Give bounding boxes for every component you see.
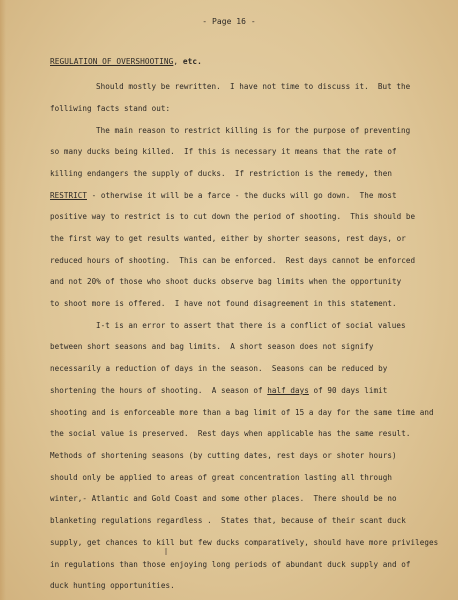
heading-separator: , <box>173 57 183 66</box>
heading-title: REGULATION OF OVERSHOOTING <box>50 57 174 66</box>
text-line: The main reason to restrict killing is for the purpose of preventing <box>96 126 411 135</box>
text-line: reduced hours of shooting. This can be enforced. Rest days cannot be enforced <box>50 256 416 265</box>
line-text-after: - otherwise it will be a farce - the ducks will go down. The most <box>86 191 397 200</box>
text-line <box>50 386 387 396</box>
text-line <box>50 191 397 201</box>
text-line: the social value is preserved. Rest days when applicable has the same result. <box>50 429 411 438</box>
line-text-before: shortening the hours of shooting. A season of <box>50 386 268 395</box>
text-line: duck hunting opportunities. <box>50 581 175 590</box>
text-line: to shoot more is offered. I have not found disagreement in this statement. <box>50 299 397 308</box>
text-line: the first way to get results wanted, either by shorter seasons, rest days, or <box>50 234 406 243</box>
text-line: positive way to restrict is to cut down the period of shooting. This should be <box>50 212 416 221</box>
ink-mark <box>165 548 167 555</box>
text-line: killing endangers the supply of ducks. If restriction is the remedy, then <box>50 169 393 178</box>
text-line: shooting and is enforceable more than a bag limit of 15 a day for the same time and <box>50 408 434 417</box>
text-line: and not 20% of those who shoot ducks observe bag limits when the opportunity <box>50 277 402 286</box>
text-line: in regulations than those enjoying long periods of abundant duck supply and of <box>50 560 411 569</box>
text-line: between short seasons and bag limits. A short season does not signify <box>50 342 374 351</box>
text-line: Should mostly be rewritten. I have not time to discuss it. But the <box>96 82 411 91</box>
text-line: I-t is an error to assert that there is a conflict of social values <box>96 321 406 330</box>
text-line: supply, get chances to kill but few ducks comparatively, should have more privileges <box>50 538 439 547</box>
line-text-after: of 90 days limit <box>308 386 388 395</box>
heading-tag: etc. <box>182 57 202 66</box>
text-line: blanketing regulations regardless . States that, because of their scant duck <box>50 516 406 525</box>
text-line: should only be applied to areas of great concentration lasting all through <box>50 473 393 482</box>
text-line: Methods of shortening seasons (by cutting dates, rest days or shoter hours) <box>50 451 397 460</box>
underlined-text: RESTRICT <box>50 191 87 200</box>
text-line: folliwing facts stand out: <box>50 104 171 113</box>
section-heading <box>50 57 202 66</box>
page-number: - Page 16 - <box>202 17 256 26</box>
text-line: necessarily a reduction of days in the season. Seasons can be reduced by <box>50 364 388 373</box>
text-line: so many ducks being killed. If this is necessary it means that the rate of <box>50 147 397 156</box>
underlined-text: half days <box>267 386 309 395</box>
text-line: winter,- Atlantic and Gold Coast and some other places. There should be no <box>50 494 397 503</box>
